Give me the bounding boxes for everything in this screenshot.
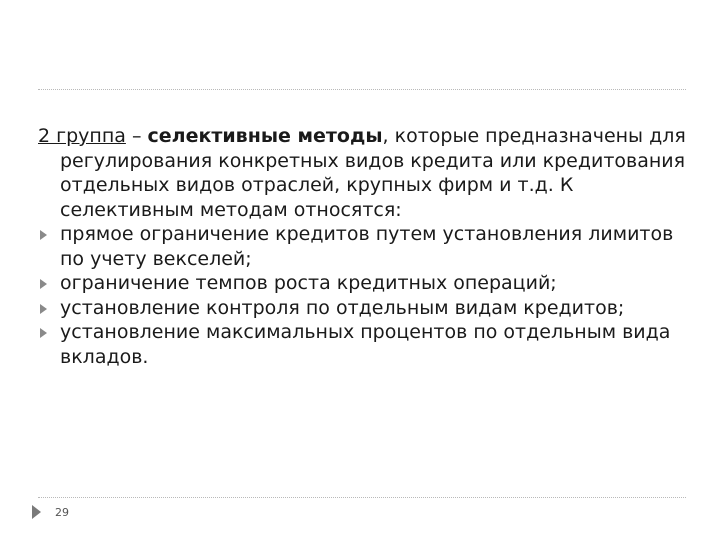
intro-dash: –: [125, 125, 148, 147]
top-divider: [38, 89, 686, 90]
slide-body: [38, 124, 688, 369]
triangle-bullet-icon: [40, 230, 47, 240]
group-label: 2 группа: [38, 125, 126, 147]
list-item: [38, 296, 688, 321]
intro-paragraph: [38, 124, 688, 222]
list-item-text: установление максимальных процентов по отдельным вида вкладов.: [60, 321, 671, 368]
triangle-arrow-icon: [32, 505, 41, 519]
triangle-bullet-icon: [40, 279, 47, 289]
list-item: [38, 320, 688, 369]
triangle-bullet-icon: [40, 304, 47, 314]
bullet-list: [38, 222, 688, 369]
list-item: [38, 271, 688, 296]
list-item: [38, 222, 688, 271]
page-number: 29: [55, 506, 69, 519]
bottom-divider: [38, 497, 686, 498]
list-item-text: ограничение темпов роста кредитных операций;: [60, 272, 557, 294]
list-item-text: прямое ограничение кредитов путем установления лимитов по учету векселей;: [60, 223, 674, 270]
intro-rest: , которые предназначены для регулирования конкретных видов кредита или кредитования отдельных видов отраслей, крупных фирм и т.д. К селективным методам относятся:: [60, 125, 686, 221]
triangle-bullet-icon: [40, 328, 47, 338]
list-item-text: установление контроля по отдельным видам кредитов;: [60, 296, 625, 319]
bold-term: селективные методы: [147, 125, 383, 147]
